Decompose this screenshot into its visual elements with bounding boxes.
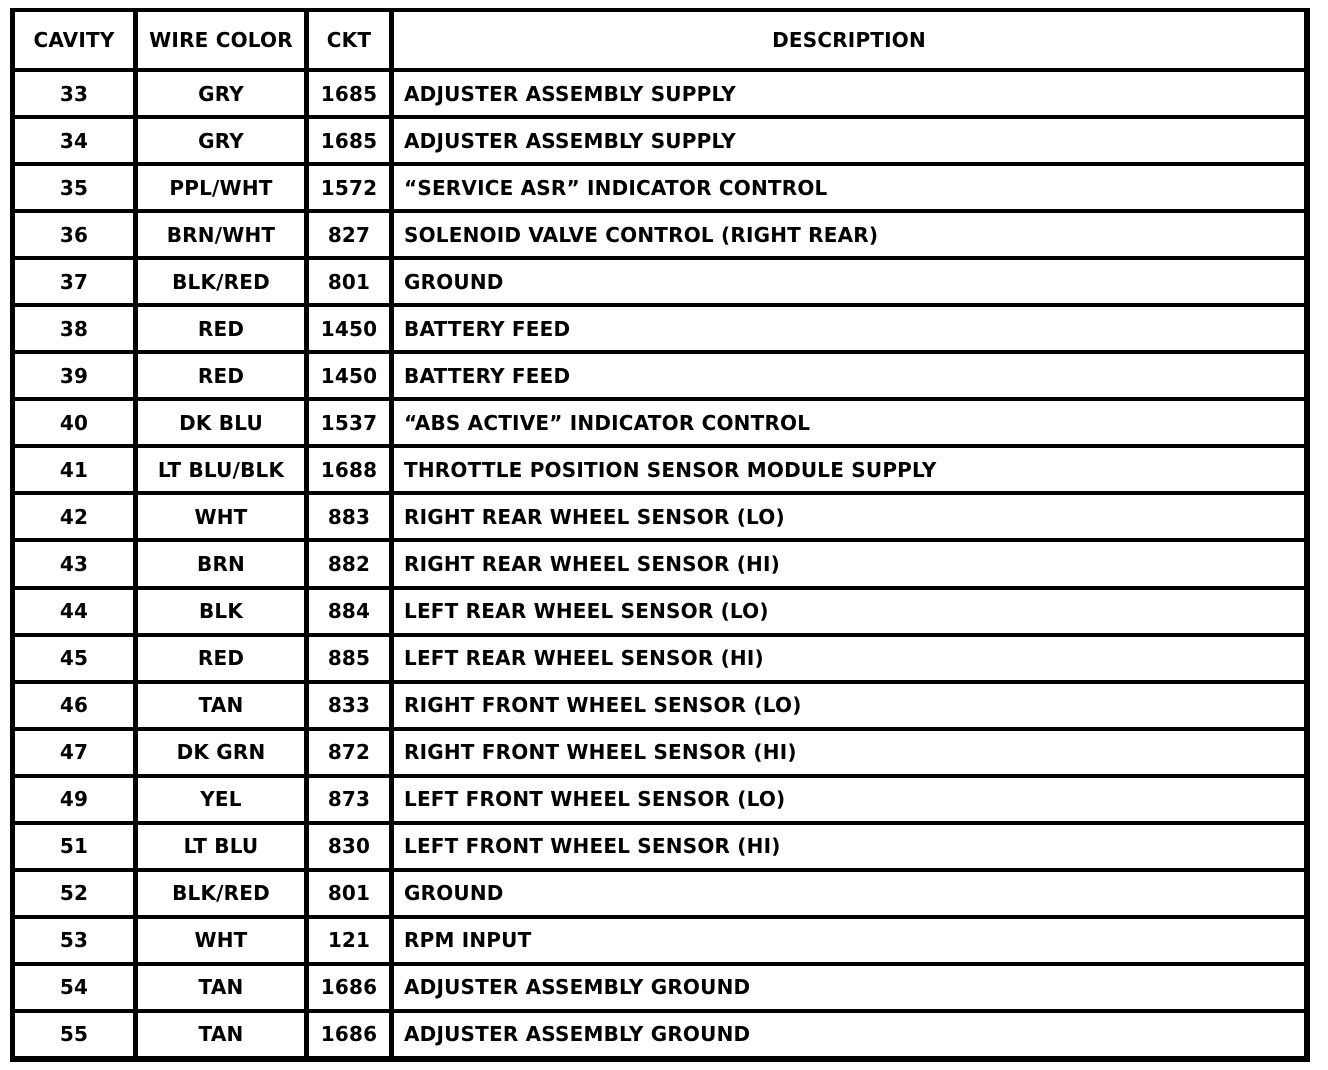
cavity-cell: 55 — [15, 1013, 133, 1056]
ckt-cell: 801 — [309, 260, 389, 303]
connector-pinout-table — [10, 8, 1310, 1062]
cavity-cell: 38 — [15, 307, 133, 350]
cavity-cell: 36 — [15, 213, 133, 256]
description-cell: “SERVICE ASR” INDICATOR CONTROL — [394, 166, 1304, 209]
ckt-cell: 1685 — [309, 72, 389, 115]
ckt-cell: 1685 — [309, 119, 389, 162]
description-cell: LEFT REAR WHEEL SENSOR (LO) — [394, 590, 1304, 633]
wire-color-cell: GRY — [138, 72, 304, 115]
wire-color-cell: TAN — [138, 684, 304, 727]
wire-color-cell: RED — [138, 307, 304, 350]
wire-color-cell: WHT — [138, 495, 304, 538]
cavity-cell: 53 — [15, 919, 133, 962]
description-cell: ADJUSTER ASSEMBLY SUPPLY — [394, 72, 1304, 115]
cavity-cell: 44 — [15, 590, 133, 633]
description-cell: THROTTLE POSITION SENSOR MODULE SUPPLY — [394, 448, 1304, 491]
cavity-cell: 42 — [15, 495, 133, 538]
ckt-cell: 884 — [309, 590, 389, 633]
description-cell: GROUND — [394, 872, 1304, 915]
ckt-cell: 1572 — [309, 166, 389, 209]
description-cell: LEFT FRONT WHEEL SENSOR (HI) — [394, 825, 1304, 868]
ckt-cell: 827 — [309, 213, 389, 256]
ckt-cell: 883 — [309, 495, 389, 538]
wire-color-cell: BRN/WHT — [138, 213, 304, 256]
ckt-cell: 872 — [309, 731, 389, 774]
description-cell: RIGHT FRONT WHEEL SENSOR (LO) — [394, 684, 1304, 727]
wire-color-cell: BLK/RED — [138, 260, 304, 303]
wire-color-cell: WHT — [138, 919, 304, 962]
wire-color-cell: RED — [138, 354, 304, 397]
cavity-cell: 45 — [15, 637, 133, 680]
header-cavity: CAVITY — [15, 12, 133, 68]
cavity-cell: 52 — [15, 872, 133, 915]
ckt-cell: 830 — [309, 825, 389, 868]
ckt-cell: 873 — [309, 778, 389, 821]
header-wire-color: WIRE COLOR — [138, 12, 304, 68]
header-ckt: CKT — [309, 12, 389, 68]
ckt-cell: 1450 — [309, 307, 389, 350]
wire-color-cell: PPL/WHT — [138, 166, 304, 209]
ckt-cell: 1450 — [309, 354, 389, 397]
table-grid — [10, 8, 1310, 1062]
wire-color-cell: TAN — [138, 966, 304, 1009]
cavity-cell: 35 — [15, 166, 133, 209]
wire-color-cell: DK BLU — [138, 401, 304, 444]
ckt-cell: 882 — [309, 542, 389, 585]
wire-color-cell: BLK/RED — [138, 872, 304, 915]
cavity-cell: 33 — [15, 72, 133, 115]
ckt-cell: 1686 — [309, 1013, 389, 1056]
ckt-cell: 1688 — [309, 448, 389, 491]
cavity-cell: 37 — [15, 260, 133, 303]
wire-color-cell: RED — [138, 637, 304, 680]
description-cell: GROUND — [394, 260, 1304, 303]
cavity-cell: 34 — [15, 119, 133, 162]
description-cell: ADJUSTER ASSEMBLY SUPPLY — [394, 119, 1304, 162]
ckt-cell: 833 — [309, 684, 389, 727]
wire-color-cell: BRN — [138, 542, 304, 585]
description-cell: “ABS ACTIVE” INDICATOR CONTROL — [394, 401, 1304, 444]
cavity-cell: 46 — [15, 684, 133, 727]
description-cell: BATTERY FEED — [394, 354, 1304, 397]
wire-color-cell: LT BLU/BLK — [138, 448, 304, 491]
cavity-cell: 41 — [15, 448, 133, 491]
cavity-cell: 47 — [15, 731, 133, 774]
cavity-cell: 54 — [15, 966, 133, 1009]
ckt-cell: 1537 — [309, 401, 389, 444]
description-cell: SOLENOID VALVE CONTROL (RIGHT REAR) — [394, 213, 1304, 256]
wire-color-cell: LT BLU — [138, 825, 304, 868]
ckt-cell: 121 — [309, 919, 389, 962]
header-description: DESCRIPTION — [394, 12, 1304, 68]
wire-color-cell: TAN — [138, 1013, 304, 1056]
wire-color-cell: YEL — [138, 778, 304, 821]
cavity-cell: 40 — [15, 401, 133, 444]
cavity-cell: 51 — [15, 825, 133, 868]
cavity-cell: 49 — [15, 778, 133, 821]
wire-color-cell: GRY — [138, 119, 304, 162]
description-cell: ADJUSTER ASSEMBLY GROUND — [394, 966, 1304, 1009]
description-cell: BATTERY FEED — [394, 307, 1304, 350]
description-cell: RIGHT REAR WHEEL SENSOR (HI) — [394, 542, 1304, 585]
description-cell: RIGHT REAR WHEEL SENSOR (LO) — [394, 495, 1304, 538]
ckt-cell: 885 — [309, 637, 389, 680]
cavity-cell: 43 — [15, 542, 133, 585]
cavity-cell: 39 — [15, 354, 133, 397]
description-cell: LEFT FRONT WHEEL SENSOR (LO) — [394, 778, 1304, 821]
description-cell: ADJUSTER ASSEMBLY GROUND — [394, 1013, 1304, 1056]
ckt-cell: 801 — [309, 872, 389, 915]
description-cell: LEFT REAR WHEEL SENSOR (HI) — [394, 637, 1304, 680]
wire-color-cell: DK GRN — [138, 731, 304, 774]
description-cell: RIGHT FRONT WHEEL SENSOR (HI) — [394, 731, 1304, 774]
description-cell: RPM INPUT — [394, 919, 1304, 962]
wire-color-cell: BLK — [138, 590, 304, 633]
ckt-cell: 1686 — [309, 966, 389, 1009]
